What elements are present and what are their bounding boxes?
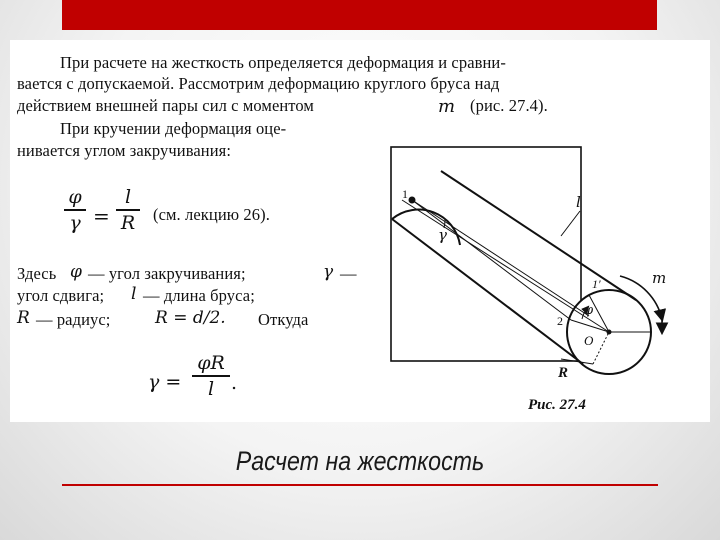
para3-l: l bbox=[131, 284, 137, 304]
bar-axis bbox=[402, 200, 609, 332]
para3-length: — длина бруса; bbox=[143, 286, 255, 305]
generatrix-before bbox=[412, 200, 589, 316]
label-phi: φ bbox=[584, 303, 594, 318]
figure-caption: Рис. 27.4 bbox=[528, 397, 586, 413]
para3-R: R bbox=[17, 308, 30, 328]
slide-title: Расчет на жесткость bbox=[235, 446, 485, 476]
formula1-equals: = bbox=[93, 204, 110, 228]
para2-line2: нивается углом закручивания: bbox=[17, 141, 232, 160]
para3-hence: Откуда bbox=[258, 310, 309, 329]
formula1-gamma: γ bbox=[69, 211, 81, 234]
label-R: R bbox=[558, 365, 569, 381]
title-underline bbox=[62, 484, 658, 486]
formula1-note: (см. лекцию 26). bbox=[153, 205, 270, 224]
formula1-right-fraction bbox=[116, 186, 140, 234]
para3-word-here: Здесь bbox=[17, 264, 57, 283]
formula2-fraction bbox=[192, 352, 230, 400]
formula1-left-fraction bbox=[64, 186, 86, 234]
fraction-bar bbox=[64, 209, 86, 211]
formula2-numerator: φR bbox=[197, 352, 225, 374]
generatrix-after bbox=[412, 200, 571, 320]
bar-side-top bbox=[441, 171, 636, 300]
figure-27-4 bbox=[370, 96, 700, 381]
label-l: l bbox=[576, 193, 581, 211]
para3-shear-angle: угол сдвига; bbox=[17, 286, 105, 305]
para3-R-eq: R = d/2. bbox=[155, 308, 226, 328]
bar-side-bottom bbox=[392, 219, 583, 364]
formula1-l: l bbox=[124, 186, 132, 208]
label-point-1: 1 bbox=[402, 187, 408, 201]
fraction-bar bbox=[116, 209, 140, 211]
label-m: m bbox=[652, 269, 667, 287]
para1-line1: При расчете на жесткость определяется деформация и сравни- bbox=[60, 53, 506, 72]
torsion-bar-diagram bbox=[370, 96, 700, 381]
para3-gamma: γ bbox=[323, 262, 334, 282]
formula2-denominator: l bbox=[207, 377, 215, 400]
para1-line3: действием внешней пары сил с моментом bbox=[17, 96, 314, 115]
formula1-R: R bbox=[120, 211, 136, 234]
header-accent-bar bbox=[62, 0, 657, 30]
label-gamma: γ bbox=[438, 226, 447, 244]
moment-symbol: m bbox=[438, 96, 456, 117]
point-1-dot bbox=[409, 197, 416, 204]
para3-phi: φ bbox=[70, 262, 82, 282]
label-point-1-prime: 1′ bbox=[592, 277, 601, 291]
para2-line1: При кручении деформация оце- bbox=[60, 119, 287, 138]
formula2-period: . bbox=[231, 372, 238, 394]
para3-dash: — bbox=[340, 264, 357, 283]
l-leader bbox=[561, 211, 580, 236]
label-point-2: 2 bbox=[557, 314, 563, 328]
para3-twist-angle: — угол закручивания; bbox=[88, 264, 246, 283]
para1-line2: вается с допускаемой. Рассмотрим деформацию круглого бруса над bbox=[17, 74, 500, 93]
label-O: O bbox=[584, 333, 594, 348]
para3-radius: — радиус; bbox=[36, 310, 111, 329]
fraction-bar bbox=[192, 375, 230, 377]
formula1-phi: φ bbox=[68, 186, 82, 208]
formula2-lhs: γ = bbox=[148, 371, 182, 393]
figure-reference: (рис. 27.4). bbox=[470, 96, 548, 115]
